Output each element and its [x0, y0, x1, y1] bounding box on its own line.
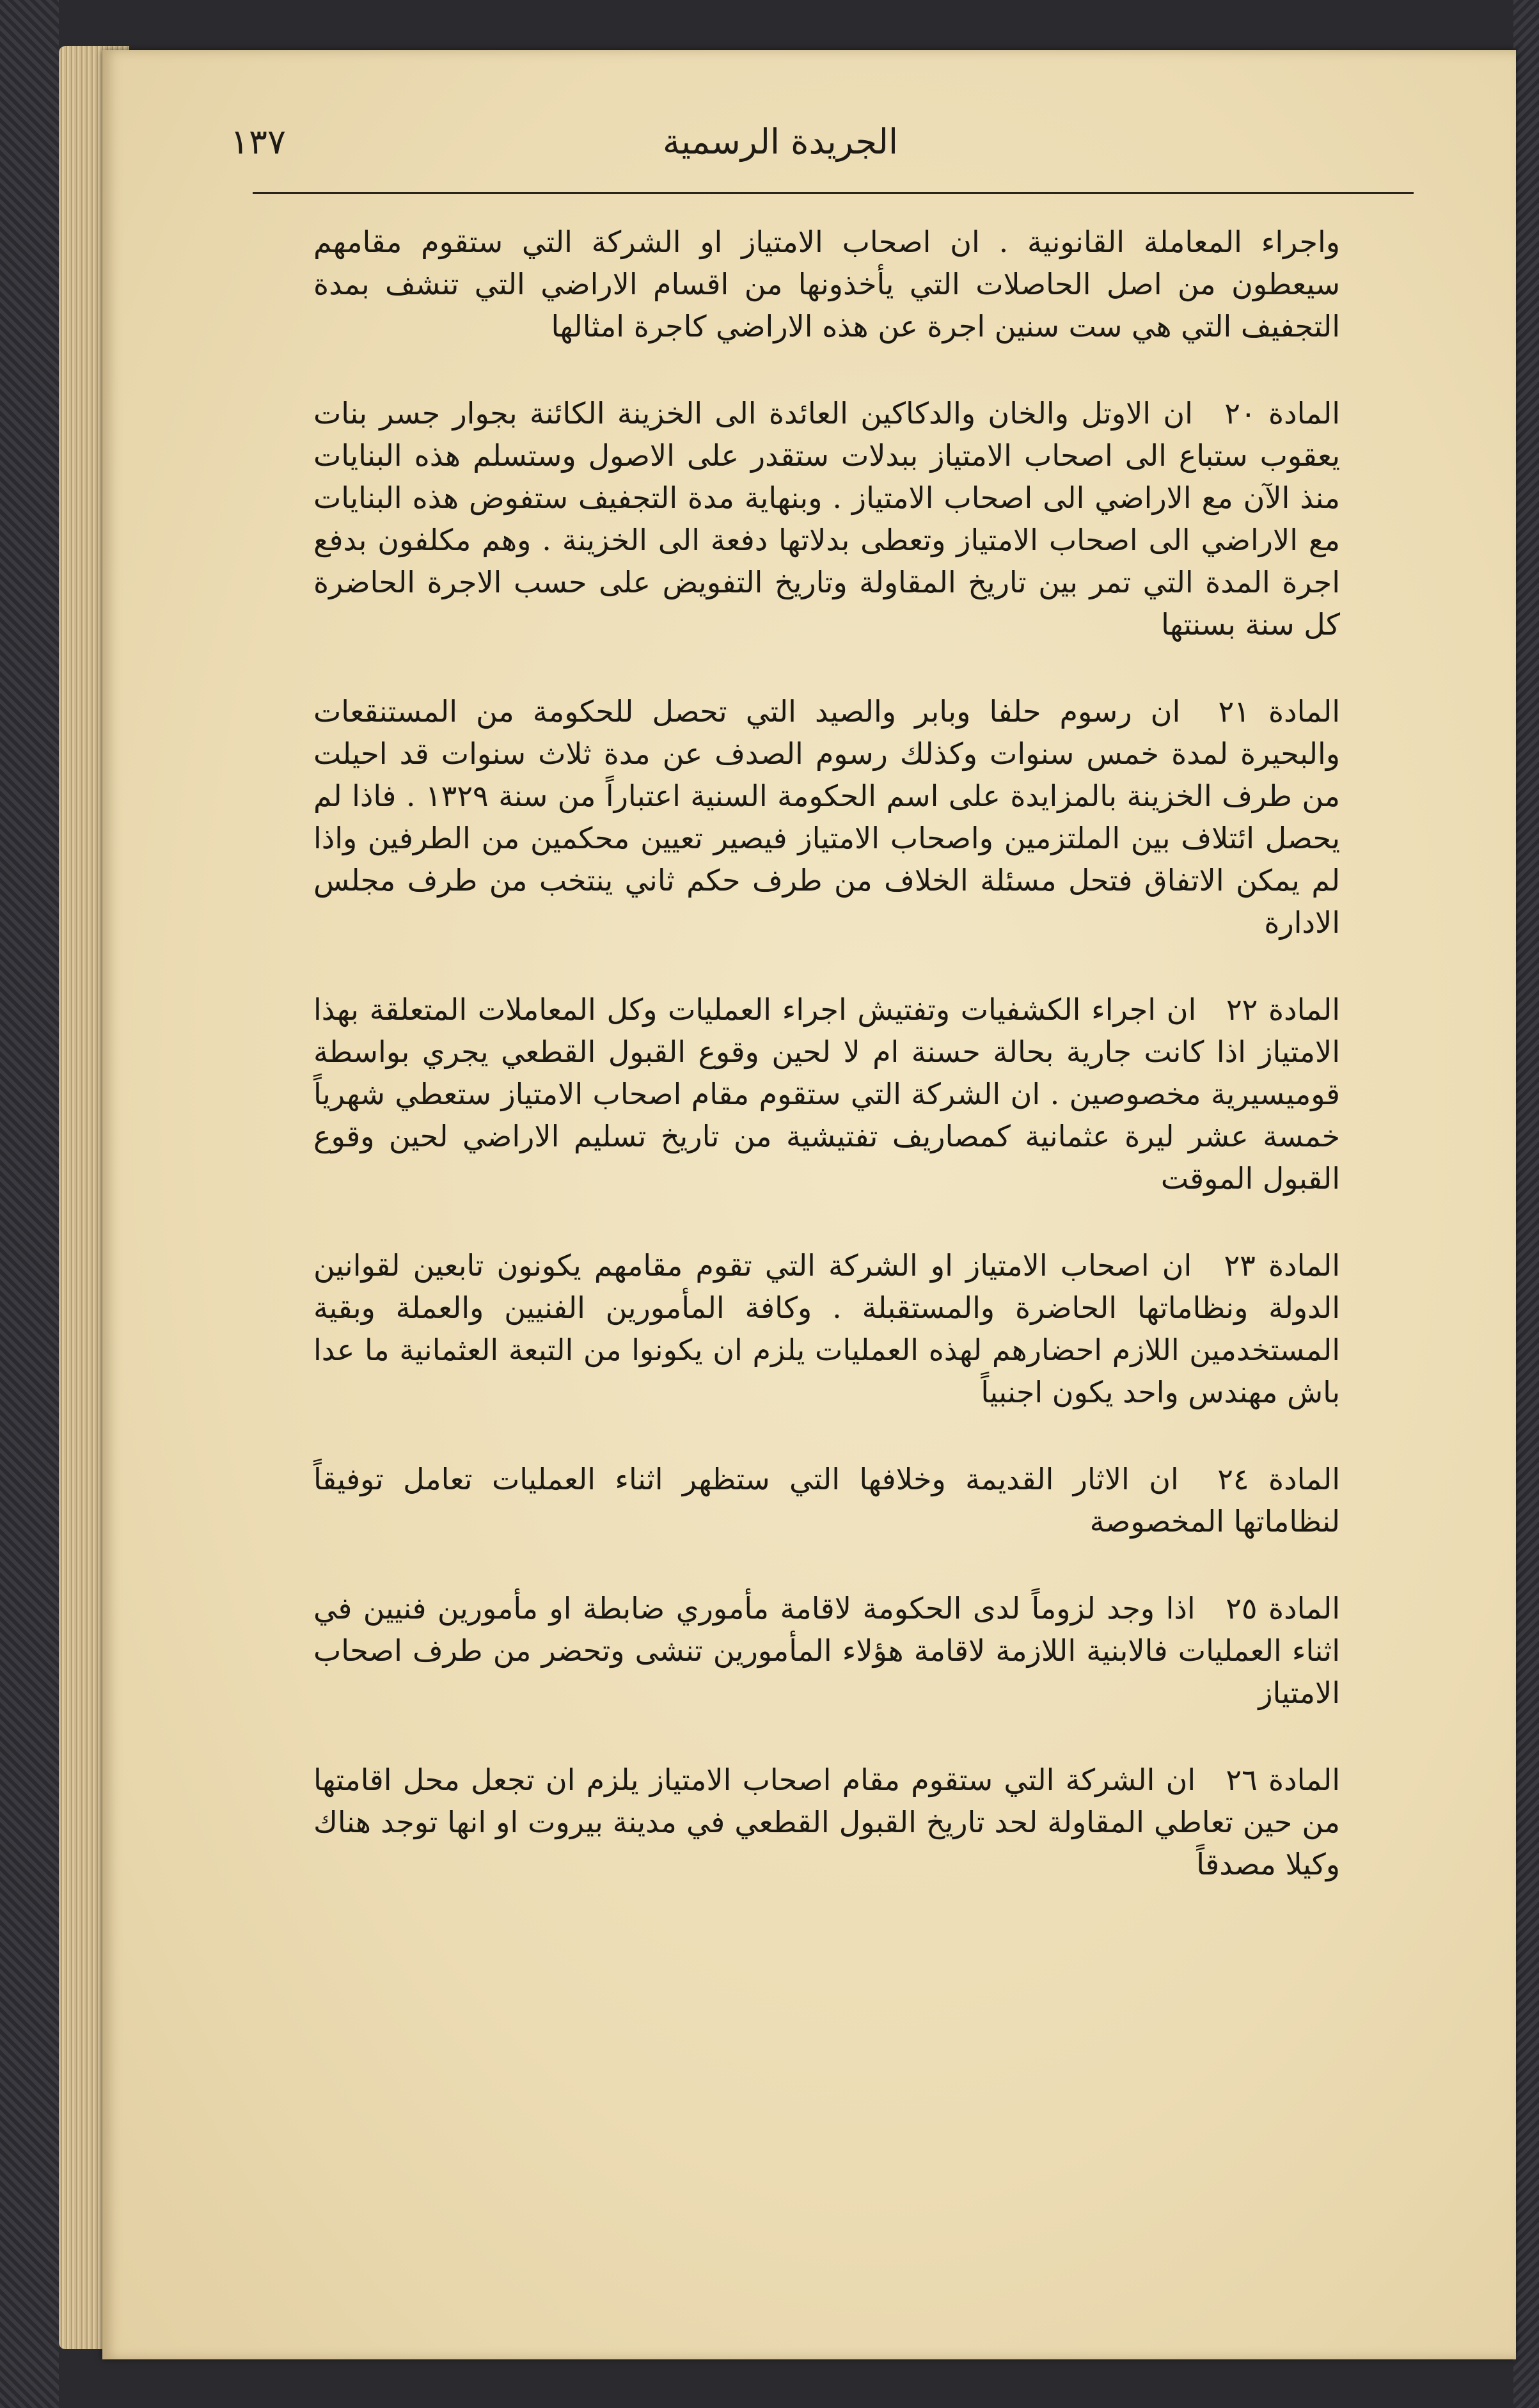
running-title: الجريدة الرسمية	[663, 122, 898, 162]
article-label: المادة ٢٥	[1226, 1591, 1340, 1626]
page-number: ١٣٧	[230, 122, 287, 162]
article-text: ان اجراء الكشفيات وتفتيش اجراء العمليات وكل المعاملات المتعلقة بهذا الامتياز اذا كانت جارية بحالة حسنة ام لا لحين وقوع القبول القطعي يجري بواسطة قوميسيرية مخصوصين . ان الشركة التي ستقوم مقام اصحاب الامتياز ستعطي شهرياً خمسة عشر ليرة عثمانية كمصاريف تفتيشية من تاريخ تسليم الاراضي لحين وقوع القبول الموقت	[313, 992, 1340, 1196]
article-label: المادة ٢٤	[1217, 1462, 1340, 1496]
page-body	[313, 221, 1340, 1930]
article-label: المادة ٢٠	[1224, 396, 1341, 431]
article-22	[313, 988, 1340, 1200]
page-header	[147, 102, 1414, 186]
header-rule	[253, 192, 1414, 194]
article-text: ان الاوتل والخان والدكاكين العائدة الى الخزينة الكائنة بجوار جسر بنات يعقوب ستباع الى اصحاب الامتياز ببدلات ستقدر على الاصول وستسلم هذه البنايات منذ الآن مع الاراضي الى اصحاب الامتياز . وبنهاية مدة التجفيف ستفوض هذه البنايات مع الاراضي الى اصحاب الامتياز وتعطى بدلاتها دفعة الى الخزينة . وهم مكلفون بدفع اجرة المدة التي تمر بين تاريخ المقاولة وتاريخ التفويض على حسب الاجرة الحاضرة كل سنة بسنتها	[313, 396, 1340, 642]
article-label: المادة ٢١	[1218, 694, 1340, 729]
book-cover-right	[1513, 0, 1539, 2408]
article-23	[313, 1244, 1340, 1413]
article-20	[313, 392, 1340, 646]
book-cover-left	[0, 0, 59, 2408]
article-text: ان رسوم حلفا وبابر والصيد التي تحصل للحكومة من المستنقعات والبحيرة لمدة خمس سنوات وكذلك رسوم الصدف عن مدة ثلاث سنوات قد احيلت من طرف الخزينة بالمزايدة على اسم الحكومة السنية اعتباراً من سنة ١٣٢٩ . فاذا لم يحصل ائتلاف بين الملتزمين واصحاب الامتياز فيصير تعيين محكمين من الطرفين واذا لم يمكن الاتفاق فتحل مسئلة الخلاف من طرف حكم ثاني ينتخب من طرف مجلس الادارة	[313, 694, 1340, 940]
article-21	[313, 690, 1340, 944]
article-24	[313, 1458, 1340, 1542]
article-25	[313, 1587, 1340, 1714]
article-text: اذا وجد لزوماً لدى الحكومة لاقامة مأموري ضابطة او مأمورين فنيين في اثناء العمليات فالابنية اللازمة لاقامة هؤلاء المأمورين تنشى وتحضر من طرف اصحاب الامتياز	[313, 1591, 1340, 1710]
article-text: ان الشركة التي ستقوم مقام اصحاب الامتياز يلزم ان تجعل محل اقامتها من حين تعاطي المقاولة لحد تاريخ القبول القطعي في مدينة بيروت او انها توجد هناك وكيلا مصدقاً	[313, 1762, 1340, 1881]
article-26	[313, 1759, 1340, 1885]
article-text: ان الاثار القديمة وخلافها التي ستظهر اثناء العمليات تعامل توفيقاً لنظاماتها المخصوصة	[313, 1462, 1340, 1539]
article-label: المادة ٢٦	[1226, 1762, 1340, 1797]
continuation-paragraph: واجراء المعاملة القانونية . ان اصحاب الامتياز او الشركة التي ستقوم مقامهم سيعطون من اصل الحاصلات التي يأخذونها من اقسام الاراضي التي تنشف بمدة التجفيف التي هي ست سنين اجرة عن هذه الاراضي كاجرة امثالها	[313, 225, 1340, 344]
article-label: المادة ٢٣	[1224, 1248, 1340, 1283]
article-label: المادة ٢٢	[1226, 992, 1340, 1027]
article-text: ان اصحاب الامتياز او الشركة التي تقوم مقامهم يكونون تابعين لقوانين الدولة ونظاماتها الحاضرة والمستقبلة . وكافة المأمورين الفنيين والعملة وبقية المستخدمين اللازم احضارهم لهذه العمليات يلزم ان يكونوا من التبعة العثمانية ما عدا باش مهندس واحد يكون اجنبياً	[313, 1248, 1340, 1409]
